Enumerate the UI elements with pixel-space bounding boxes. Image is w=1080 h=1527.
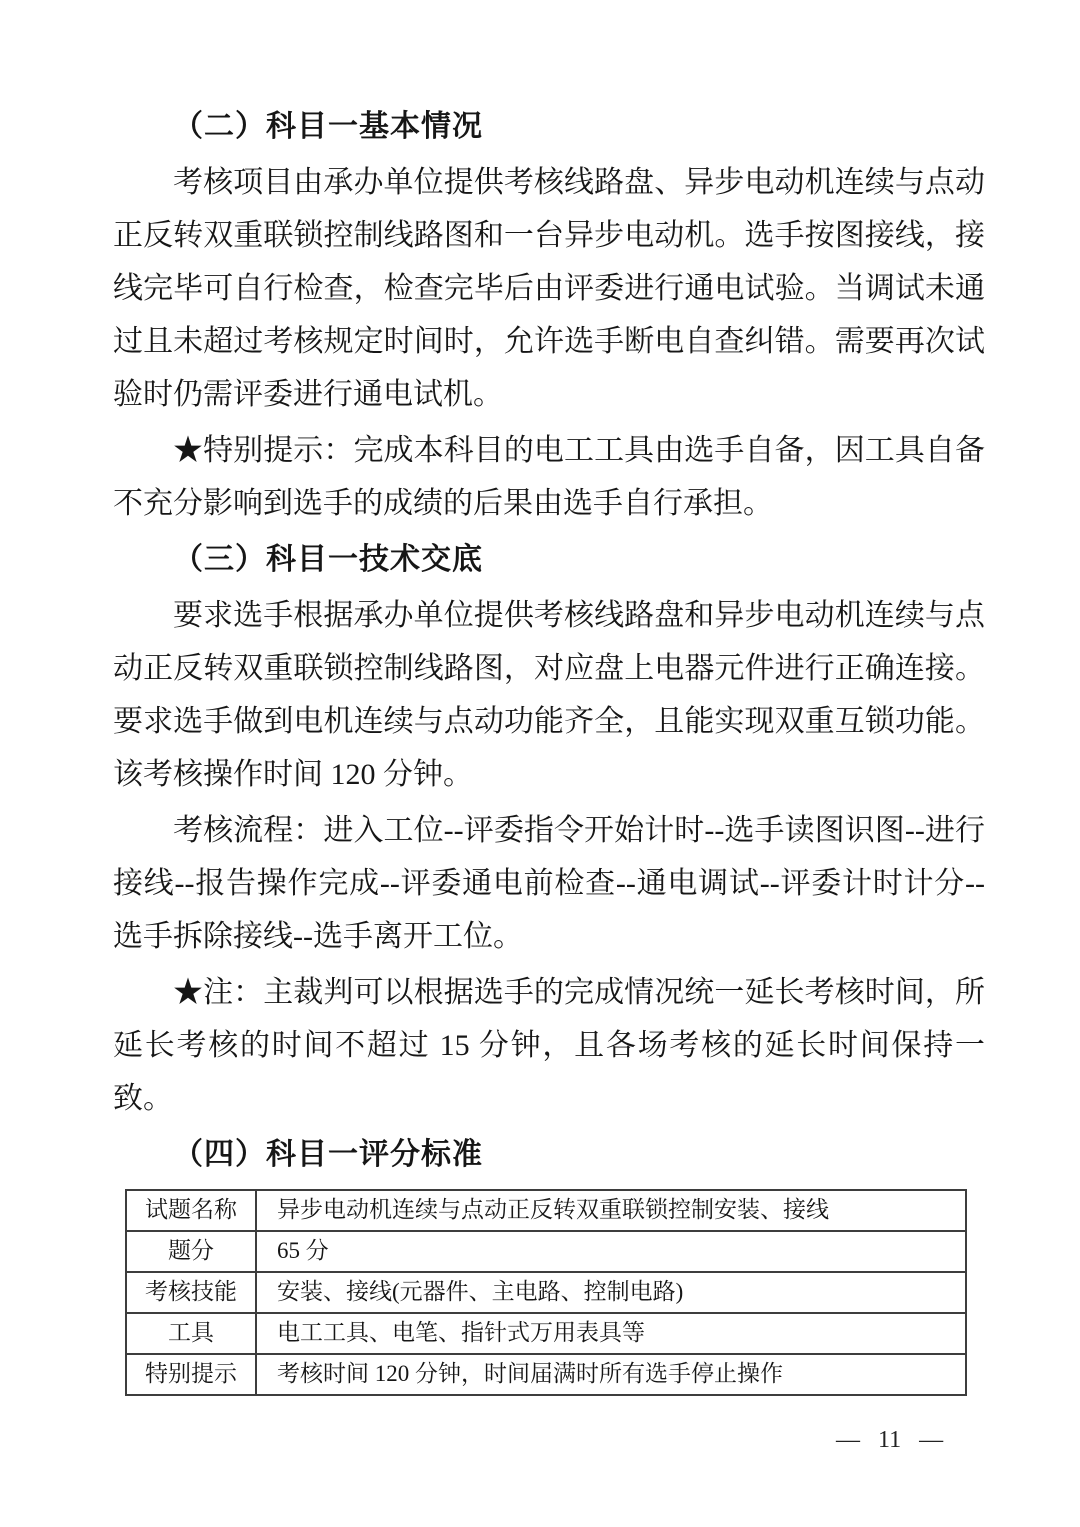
row-label-cell: 题分 <box>126 1231 256 1272</box>
paragraph-procedure: 考核流程：进入工位--评委指令开始计时--选手读图识图--进行接线--报告操作完成--评委通电前检查--通电调试--评委计时计分--选手拆除接线--选手离开工位。 <box>113 814 985 953</box>
paragraph-special-note: ★特别提示：完成本科目的电工工具由选手自备，因工具自备不充分影响到选手的成绩的后果由选手自行承担。 <box>113 434 985 520</box>
paragraph-overview: 考核项目由承办单位提供考核线路盘、异步电动机连续与点动正反转双重联锁控制线路图和一台异步电动机。选手按图接线，接线完毕可自行检查，检查完毕后由评委进行通电试验。当调试未通过且未超过考核规定时间时，允许选手断电自查纠错。需要再次试验时仍需评委进行通电试机。 <box>113 166 985 411</box>
table-row <box>126 1272 966 1313</box>
row-label-cell: 工具 <box>126 1313 256 1354</box>
page-number-dash-left: — <box>836 1427 860 1453</box>
row-label-cell: 考核技能 <box>126 1272 256 1313</box>
table-row <box>126 1190 966 1231</box>
row-value-cell: 65 分 <box>256 1231 966 1272</box>
row-value-cell: 电工工具、电笔、指针式万用表具等 <box>256 1313 966 1354</box>
row-value-cell: 异步电动机连续与点动正反转双重联锁控制安装、接线 <box>256 1190 966 1231</box>
scoring-table <box>125 1189 967 1396</box>
row-label-cell: 试题名称 <box>126 1190 256 1231</box>
paragraph-judge-note: ★注：主裁判可以根据选手的完成情况统一延长考核时间，所延长考核的时间不超过 15 分钟，且各场考核的延长时间保持一致。 <box>113 976 985 1115</box>
table-row <box>126 1354 966 1395</box>
heading-section-briefing: （三）科目一技术交底 <box>173 543 483 576</box>
paragraph-requirements: 要求选手根据承办单位提供考核线路盘和异步电动机连续与点动正反转双重联锁控制线路图，对应盘上电器元件进行正确连接。要求选手做到电机连续与点动功能齐全，且能实现双重互锁功能。该考核操作时间 120 分钟。 <box>113 599 985 791</box>
page-number <box>836 1425 943 1455</box>
page-number-value: 11 <box>878 1427 902 1453</box>
heading-section-scoring: （四）科目一评分标准 <box>173 1138 483 1171</box>
document-body <box>113 100 985 1396</box>
row-value-cell: 考核时间 120 分钟，时间届满时所有选手停止操作 <box>256 1354 966 1395</box>
table-row <box>126 1313 966 1354</box>
row-label-cell: 特别提示 <box>126 1354 256 1395</box>
page-number-dash-right: — <box>919 1427 944 1453</box>
heading-section-basic: （二）科目一基本情况 <box>173 110 483 143</box>
row-value-cell: 安装、接线(元器件、主电路、控制电路) <box>256 1272 966 1313</box>
table-row <box>126 1231 966 1272</box>
